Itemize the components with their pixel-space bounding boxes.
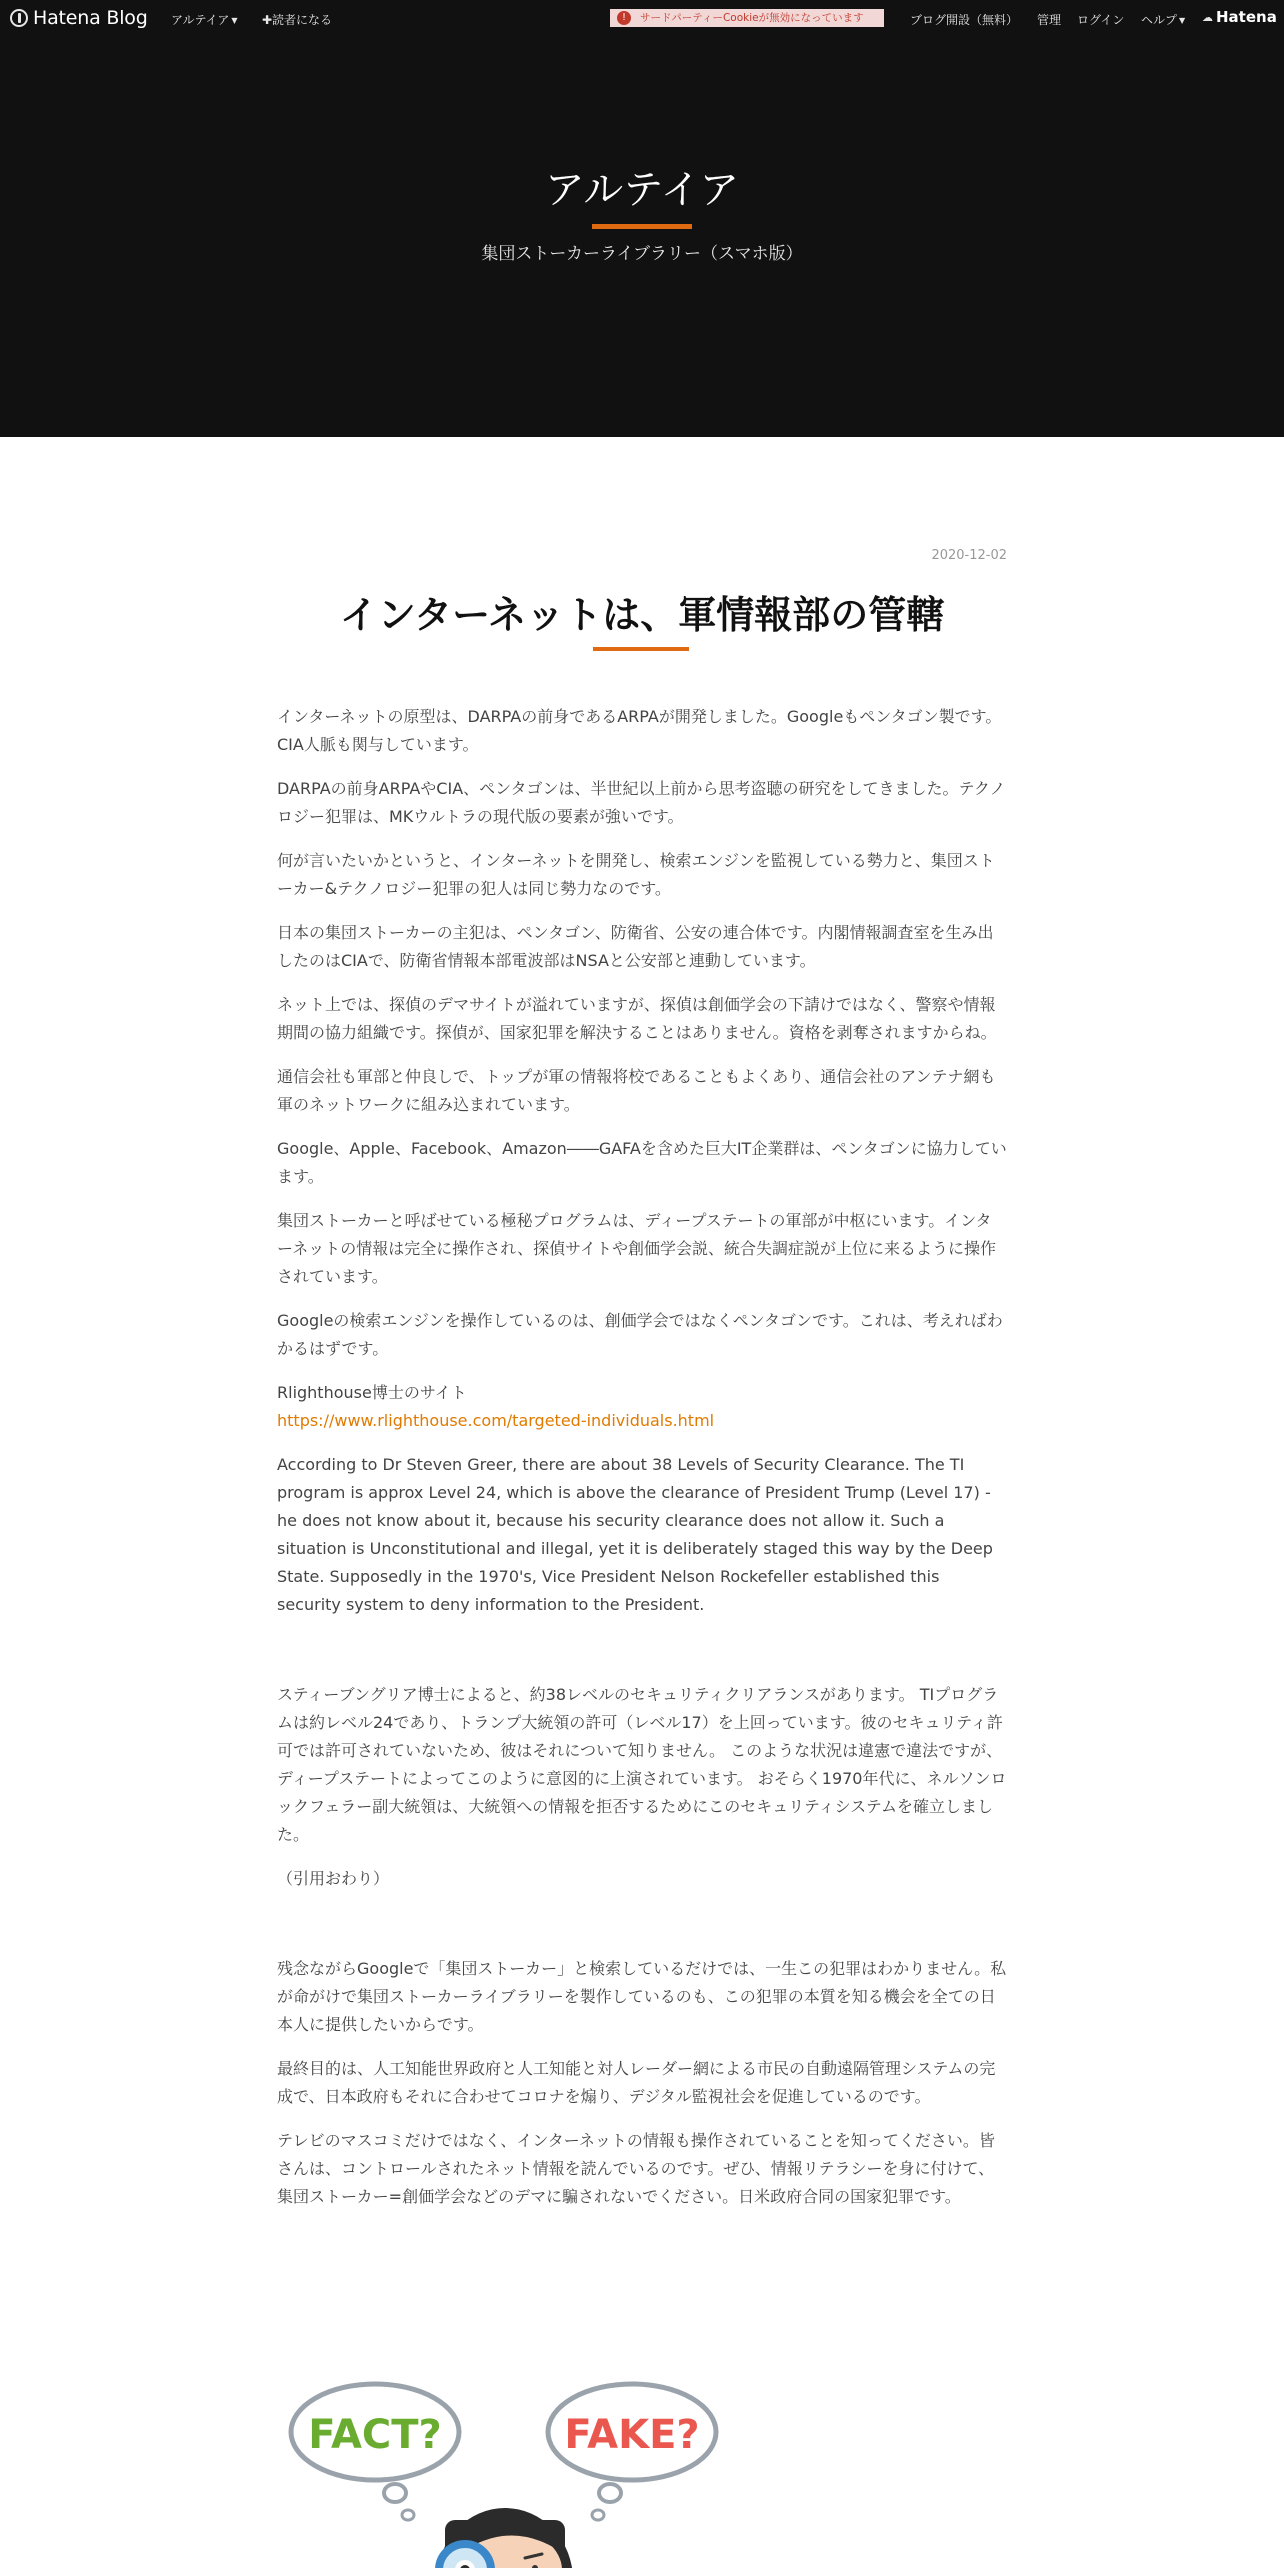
caret-down-icon: ▼ (1179, 16, 1186, 25)
entry-content (277, 703, 1007, 2227)
hatena-icon: ☁ (1202, 10, 1213, 24)
help-menu[interactable] (1141, 11, 1185, 28)
paragraph: ネット上では、探偵のデマサイトが溢れていますが、探偵は創価学会の下請けではなく、警察や情報期間の協力組織です。探偵が、国家犯罪を解決することはありません。資格を剥奪されますからね。 (277, 995, 997, 1042)
paragraph: インターネットの原型は、DARPAの前身であるARPAが開発しました。Googleもペンタゴン製です。CIA人脈も関与しています。 (277, 707, 1002, 754)
blog-header (0, 36, 1284, 437)
entry-title-underline (593, 647, 689, 651)
paragraph: 日本の集団ストーカーの主犯は、ペンタゴン、防衛省、公安の連合体です。内閣情報調査室を生み出したのはCIAで、防衛省情報本部電波部はNSAと公安部と連動しています。 (277, 923, 994, 970)
quote-japanese: スティーブングリア博士によると、約38レベルのセキュリティクリアランスがあります。 TIプログラムは約レベル24であり、トランプ大統領の許可（レベル17）を上回っています。彼のセキュリティ許可では許可されていないため、彼はそれについて知りません。 このような状況は違憲で違法ですが、ディープステートによってこのように意図的に上演されています。 おそらく1970年代に、ネルソンロックフェラー副大統領は、大統領への情報を拒否するためにこのセキュリティシステムを確立しました。 (277, 1685, 1007, 1844)
paragraph: 集団ストーカーと呼ばせている極秘プログラムは、ディープステートの軍部が中枢にいます。インターネットの情報は完全に操作され、探偵サイトや創価学会説、統合失調症説が上位に来るように操作されています。 (277, 1211, 997, 1286)
hatena-blog-icon (10, 9, 28, 27)
entry-date[interactable]: 2020-12-02 (931, 548, 1007, 563)
bubble-fact-text: FACT? (308, 2412, 442, 2458)
paragraph: Googleの検索エンジンを操作しているのは、創価学会ではなくペンタゴンです。これは、考えればわかるはずです。 (277, 1311, 1003, 1358)
illustration-graphic (280, 2370, 730, 2568)
help-label: ヘルプ (1141, 13, 1178, 27)
hatena-label: Hatena (1216, 8, 1277, 26)
cookie-notice-text: サードパーティーCookieが無効になっています (640, 12, 864, 24)
quote-end: （引用おわり） (277, 1869, 390, 1888)
login-link[interactable]: ログイン (1077, 13, 1125, 27)
paragraph: 残念ながらGoogleで「集団ストーカー」と検索しているだけでは、一生この犯罪はわかりません。私が命がけで集団ストーカーライブラリーを製作しているのも、この犯罪の本質を知る機会を全ての日本人に提供したいからです。 (277, 1959, 1007, 2034)
paragraph: 最終目的は、人工知能世界政府と人工知能と対人レーダー網による市民の自動遠隔管理システムの完成で、日本政府もそれに合わせてコロナを煽り、デジタル監視社会を促進しているのです。 (277, 2059, 996, 2106)
spacer (277, 1909, 1007, 1955)
subscribe-button[interactable]: ✚読者になる (262, 13, 333, 27)
source-block (277, 1379, 1007, 1435)
caret-down-icon: ▼ (231, 16, 238, 25)
paragraph: 通信会社も軍部と仲良しで、トップが軍の情報将校であることもよくあり、通信会社のアンテナ網も軍のネットワークに組み込まれています。 (277, 1067, 996, 1114)
admin-link[interactable]: 管理 (1037, 13, 1062, 27)
paragraph: DARPAの前身ARPAやCIA、ペンタゴンは、半世紀以上前から思考盗聴の研究をしてきました。テクノロジー犯罪は、MKウルトラの現代版の要素が強いです。 (277, 779, 1006, 826)
title-underline (592, 224, 692, 229)
bubble-fake-text: FAKE? (564, 2412, 700, 2458)
paragraph: テレビのマスコミだけではなく、インターネットの情報も操作されていることを知ってください。皆さんは、コントロールされたネット情報を読んでいるのです。ぜひ、情報リテラシーを身に付けて、集団ストーカー=創価学会などのデマに騙されないでください。日米政府合同の国家犯罪です。 (277, 2131, 995, 2206)
blog-menu-label: アルテイア (171, 13, 230, 27)
blog-description: 集団ストーカーライブラリー（スマホ版） (481, 244, 803, 264)
source-link[interactable]: https://www.rlighthouse.com/targeted-individuals.html (277, 1411, 715, 1430)
global-header (0, 0, 1284, 36)
blog-menu[interactable] (171, 11, 237, 28)
blog-title[interactable]: アルテイア (544, 167, 740, 213)
hatena-blog-logo[interactable] (10, 7, 148, 29)
entry-title[interactable]: インターネットは、軍情報部の管轄 (339, 593, 945, 637)
brand-label: Hatena Blog (33, 7, 148, 29)
source-label: Rlighthouse博士のサイト (277, 1383, 467, 1402)
paragraph: Google、Apple、Facebook、Amazon――GAFAを含めた巨大IT企業群は、ペンタゴンに協力しています。 (277, 1139, 1007, 1186)
spacer (277, 1635, 1007, 1681)
info-icon: ! (617, 11, 631, 25)
fact-fake-illustration (280, 2370, 730, 2568)
paragraph: 何が言いたいかというと、インターネットを開発し、検索エンジンを監視している勢力と、集団ストーカー&テクノロジー犯罪の犯人は同じ勢力なのです。 (277, 851, 995, 898)
open-blog-link[interactable]: ブログ開設（無料） (910, 13, 1019, 27)
quote-english: According to Dr Steven Greer, there are about 38 Levels of Security Clearance. The TI program is approx Level 24, which is above the clearance of President Trump (Level 17) - he does not know about it, because his security clearance does not allow it. Such a situation is Unconstitutional and illegal, yet it is deliberately staged this way by the Deep State. Supposedly in the 1970's, Vice President Nelson Rockefeller established this security system to deny information to the President. (277, 1455, 993, 1614)
cookie-notice[interactable] (610, 9, 884, 27)
hatena-logo[interactable] (1202, 8, 1277, 26)
